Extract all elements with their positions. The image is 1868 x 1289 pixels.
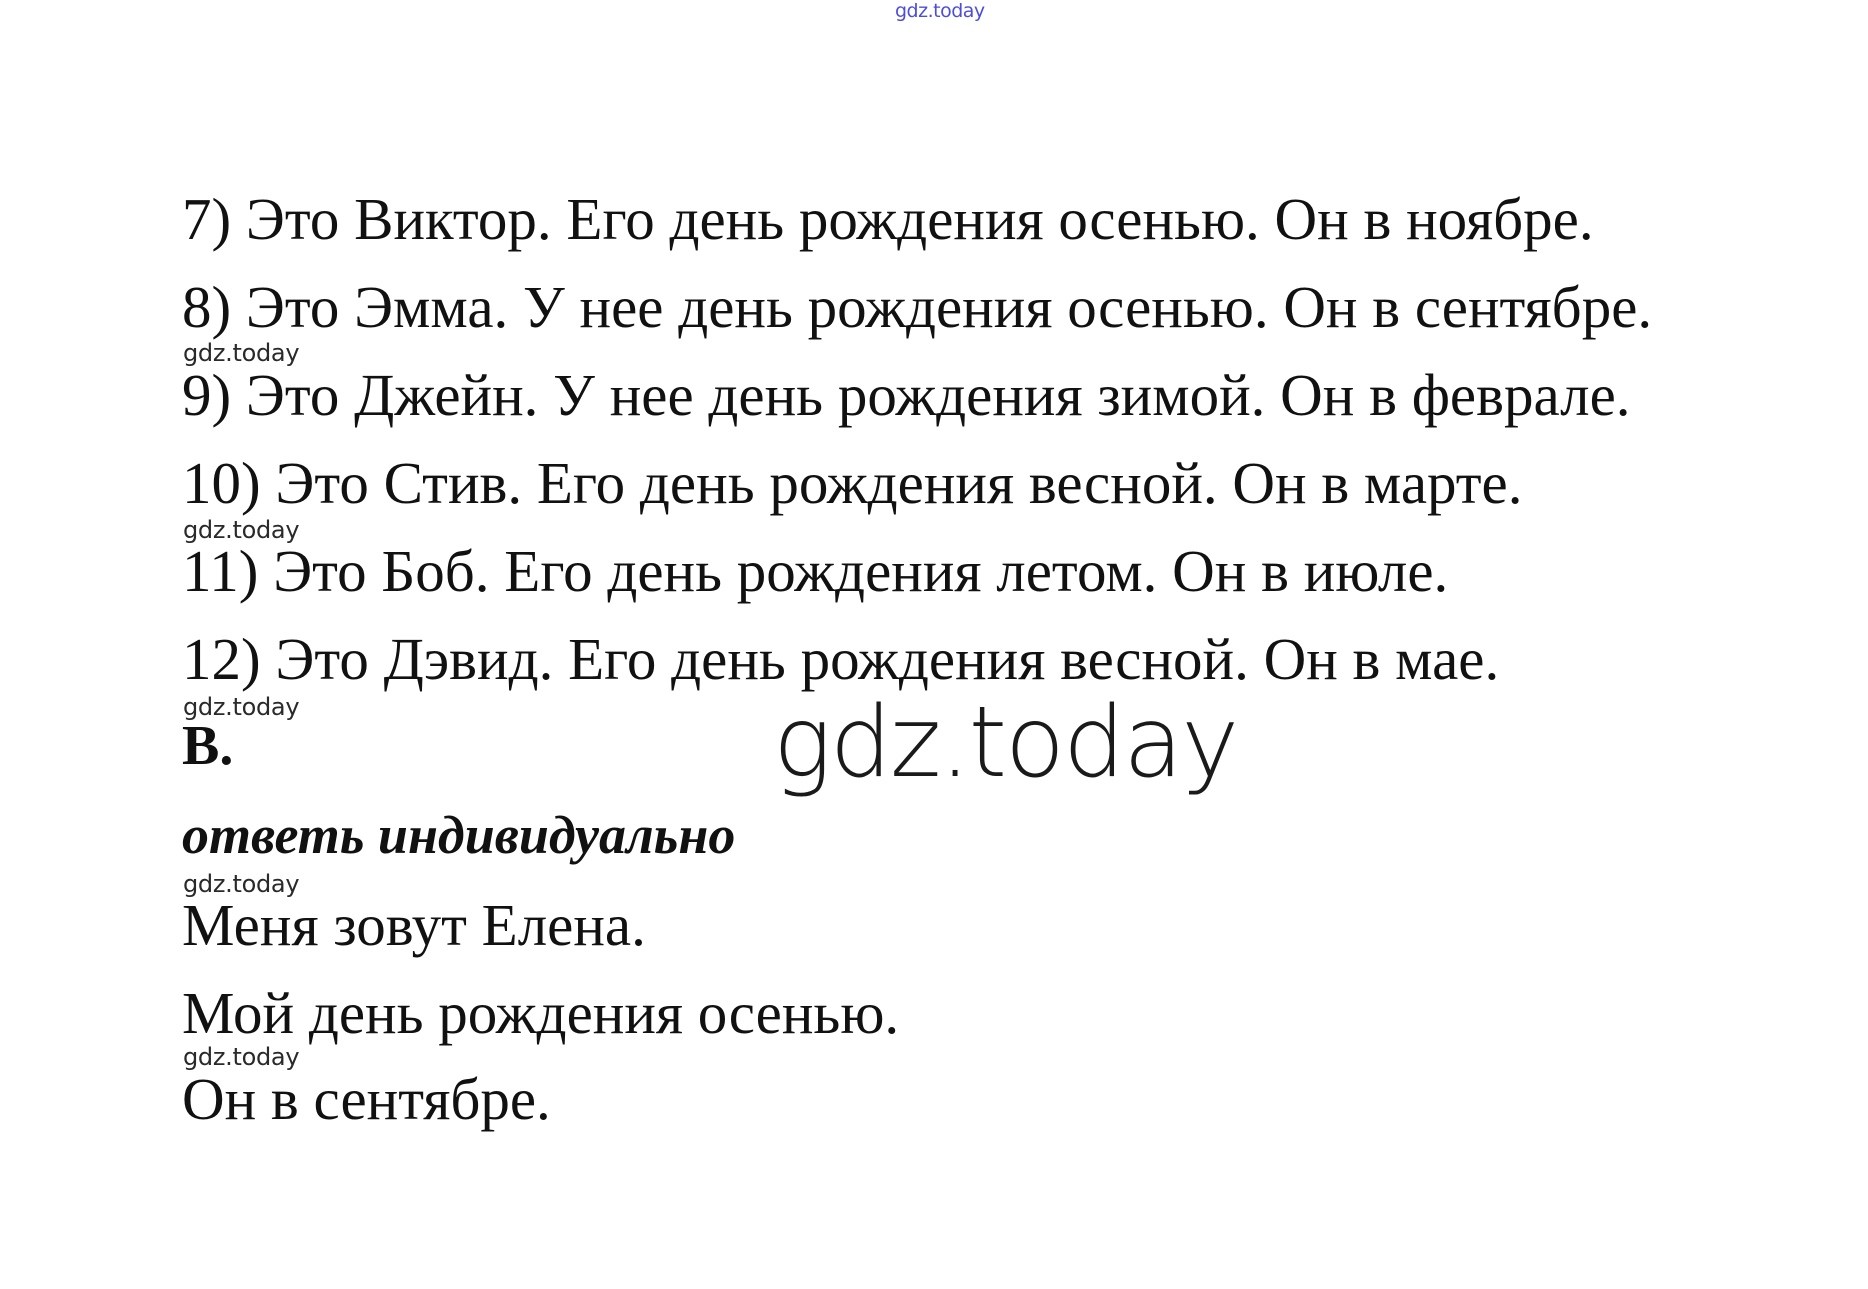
answer-line-12: 12) Это Дэвид. Его день рождения весной. Он в мае. — [182, 626, 1500, 692]
answer-line-8: 8) Это Эмма. У нее день рождения осенью. Он в сентябре. — [182, 274, 1653, 340]
top-watermark: gdz.today — [895, 0, 985, 22]
section-b-line-3: Он в сентябре. — [182, 1066, 551, 1132]
answer-line-7: 7) Это Виктор. Его день рождения осенью. Он в ноябре. — [182, 186, 1594, 252]
section-b-note: ответь индивидуально — [182, 805, 736, 865]
small-watermark: gdz.today — [183, 516, 300, 544]
large-watermark: gdz.today — [773, 686, 1238, 800]
section-b-heading: B. — [182, 715, 234, 777]
answer-line-11: 11) Это Боб. Его день рождения летом. Он в июле. — [182, 538, 1449, 604]
small-watermark: gdz.today — [183, 1043, 300, 1071]
small-watermark: gdz.today — [183, 339, 300, 367]
section-b-line-1: Меня зовут Елена. — [182, 892, 646, 958]
answer-line-10: 10) Это Стив. Его день рождения весной. Он в марте. — [182, 450, 1523, 516]
section-b-line-2: Мой день рождения осенью. — [182, 980, 900, 1046]
small-watermark: gdz.today — [183, 693, 300, 721]
answer-line-9: 9) Это Джейн. У нее день рождения зимой. Он в феврале. — [182, 362, 1631, 428]
small-watermark: gdz.today — [183, 870, 300, 898]
